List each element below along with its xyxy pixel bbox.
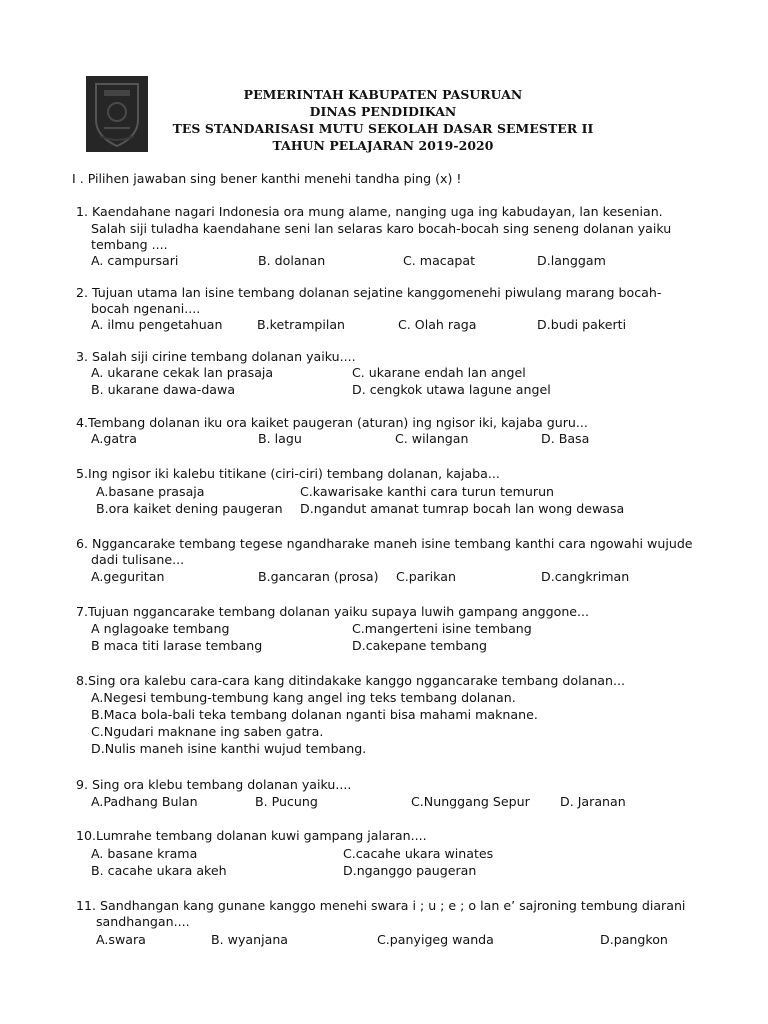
question-10-option-c[interactable]: C.cacahe ukara winates	[343, 846, 494, 861]
question-5-option-c[interactable]: C.kawarisake kanthi cara turun temurun	[300, 484, 555, 499]
question-9-option-b[interactable]: B. Pucung	[255, 794, 318, 809]
question-7-text: 7.Tujuan nggancarake tembang dolanan yaiku supaya luwih gampang anggone...	[76, 604, 590, 619]
question-7-option-d[interactable]: D.cakepane tembang	[352, 638, 488, 653]
question-11-text: 11. Sandhangan kang gunane kanggo menehi swara i ; u ; e ; o lan e’ sajroning tembung diarani	[76, 898, 686, 913]
question-2-text-cont: bocah ngenani....	[91, 301, 201, 316]
question-11-option-c[interactable]: C.panyigeg wanda	[377, 932, 494, 947]
question-3-text: 3. Salah siji cirine tembang dolanan yaiku....	[76, 349, 356, 364]
question-8-option-d[interactable]: D.Nulis maneh isine kanthi wujud tembang.	[91, 741, 367, 756]
question-4-option-d[interactable]: D. Basa	[541, 431, 590, 446]
question-6-option-d[interactable]: D.cangkriman	[541, 569, 630, 584]
question-4-option-b[interactable]: B. lagu	[258, 431, 302, 446]
question-1-option-a[interactable]: A. campursari	[91, 253, 179, 268]
question-5-option-d[interactable]: D.ngandut amanat tumrap bocah lan wong dewasa	[300, 501, 625, 516]
question-8-text: 8.Sing ora kalebu cara-cara kang ditindakake kanggo nggancarake tembang dolanan...	[76, 673, 626, 688]
question-2-text: 2. Tujuan utama lan isine tembang dolanan sejatine kanggomenehi piwulang marang bocah-	[76, 285, 662, 300]
question-4-option-a[interactable]: A.gatra	[91, 431, 137, 446]
question-10-option-d[interactable]: D.nganggo paugeran	[343, 863, 477, 878]
question-5-option-b[interactable]: B.ora kaiket dening paugeran	[96, 501, 283, 516]
question-3-option-d[interactable]: D. cengkok utawa lagune angel	[352, 382, 551, 397]
regency-emblem-logo	[86, 76, 148, 152]
question-11-text-cont: sandhangan....	[96, 914, 190, 929]
question-4-text: 4.Tembang dolanan iku ora kaiket paugeran (aturan) ing ngisor iki, kajaba guru...	[76, 415, 588, 430]
header-government: PEMERINTAH KABUPATEN PASURUAN	[243, 87, 523, 102]
question-2-option-b[interactable]: B.ketrampilan	[257, 317, 346, 332]
question-5-text: 5.Ing ngisor iki kalebu titikane (ciri-ciri) tembang dolanan, kajaba...	[76, 466, 500, 481]
question-1-option-d[interactable]: D.langgam	[537, 253, 606, 268]
question-4-option-c[interactable]: C. wilangan	[395, 431, 469, 446]
question-2-option-c[interactable]: C. Olah raga	[398, 317, 477, 332]
question-6-option-b[interactable]: B.gancaran (prosa)	[258, 569, 379, 584]
question-9-option-c[interactable]: C.Nunggang Sepur	[411, 794, 530, 809]
question-11-option-a[interactable]: A.swara	[96, 932, 146, 947]
question-3-option-a[interactable]: A. ukarane cekak lan prasaja	[91, 365, 274, 380]
question-7-option-b[interactable]: B maca titi larase tembang	[91, 638, 263, 653]
question-10-text: 10.Lumrahe tembang dolanan kuwi gampang jalaran....	[76, 828, 427, 843]
question-9-option-a[interactable]: A.Padhang Bulan	[91, 794, 198, 809]
question-9-text: 9. Sing ora klebu tembang dolanan yaiku....	[76, 777, 352, 792]
header-school-year: TAHUN PELAJARAN 2019-2020	[272, 138, 494, 153]
question-11-option-b[interactable]: B. wyanjana	[211, 932, 289, 947]
question-8-option-b[interactable]: B.Maca bola-bali teka tembang dolanan nganti bisa mahami maknane.	[91, 707, 538, 722]
instruction-text: I . Pilihen jawaban sing bener kanthi menehi tandha ping (x) !	[72, 171, 462, 186]
question-6-option-c[interactable]: C.parikan	[396, 569, 456, 584]
exam-header	[150, 86, 616, 154]
question-1-text-cont: Salah siji tuladha kaendahane seni lan selaras karo bocah-bocah sing seneng dolanan yaiku	[91, 221, 672, 236]
question-3-option-c[interactable]: C. ukarane endah lan angel	[352, 365, 526, 380]
question-1-option-c[interactable]: C. macapat	[403, 253, 476, 268]
question-6-text: 6. Nggancarake tembang tegese ngandharake maneh isine tembang kanthi cara ngowahi wujude	[76, 536, 693, 551]
question-7-option-a[interactable]: A nglagoake tembang	[91, 621, 230, 636]
question-1-option-b[interactable]: B. dolanan	[258, 253, 326, 268]
header-department: DINAS PENDIDIKAN	[309, 104, 457, 119]
question-2-option-a[interactable]: A. ilmu pengetahuan	[91, 317, 223, 332]
question-10-option-b[interactable]: B. cacahe ukara akeh	[91, 863, 227, 878]
question-6-text-cont: dadi tulisane...	[91, 552, 185, 567]
question-1-text-cont: tembang ....	[91, 237, 168, 252]
header-test-title: TES STANDARISASI MUTU SEKOLAH DASAR SEMESTER II	[172, 121, 594, 136]
question-3-option-b[interactable]: B. ukarane dawa-dawa	[91, 382, 236, 397]
emblem-shield-icon	[86, 76, 148, 152]
question-9-option-d[interactable]: D. Jaranan	[560, 794, 626, 809]
question-11-option-d[interactable]: D.pangkon	[600, 932, 668, 947]
question-2-option-d[interactable]: D.budi pakerti	[537, 317, 627, 332]
question-10-option-a[interactable]: A. basane krama	[91, 846, 198, 861]
question-8-option-c[interactable]: C.Ngudari maknane ing saben gatra.	[91, 724, 324, 739]
question-5-option-a[interactable]: A.basane prasaja	[96, 484, 205, 499]
question-7-option-c[interactable]: C.mangerteni isine tembang	[352, 621, 532, 636]
question-6-option-a[interactable]: A.geguritan	[91, 569, 165, 584]
question-1-text: 1. Kaendahane nagari Indonesia ora mung alame, nanging uga ing kabudayan, lan kesenian.	[76, 204, 663, 219]
question-8-option-a[interactable]: A.Negesi tembung-tembung kang angel ing teks tembang dolanan.	[91, 690, 516, 705]
